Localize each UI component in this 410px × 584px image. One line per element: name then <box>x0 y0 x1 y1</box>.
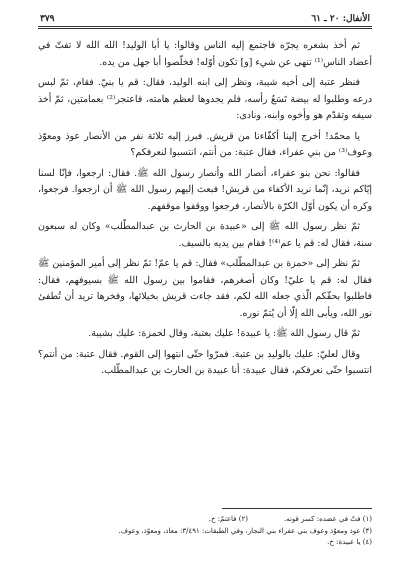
paragraph: ثمّ نظر رسول الله ﷺ إلى «عبيدة بن الحارث بن عبدالمطّلب» وكان له سبعون سنة، فقال له: قم يا عم⁽⁴⁾! فقام بين يديه بالسيف. <box>38 221 372 249</box>
footnote-rule <box>222 508 372 509</box>
footnote-4: (٤) يا عبيدة: خ. <box>327 538 372 546</box>
footnote-1: (١) فتّ في عضده: كسر قوته. <box>283 515 372 523</box>
paragraph: ثم أخذ بشعره يجرّه فاجتمع إليه الناس وقالوا: يا أبا الوليد! الله الله لا تفتّ في أعضاد الناس⁽¹⁾ تنهى عن شيء [و] تكون أوّله! فخلّصوا أبا جهل من يده. <box>38 40 372 68</box>
body-text <box>38 38 372 384</box>
page-number: ٣٧٩ <box>40 14 55 24</box>
footnotes <box>38 514 372 549</box>
header-rule <box>38 26 372 29</box>
footnote-3: (٣) عوذ ومعوّذ وعوف بني عفراء بني النجار، وفي الطبقات: ٣/٤٩١: معاذ، ومعوّذ، وعوف. <box>118 526 372 535</box>
paragraph: يا محمّد! أخرج إلينا أكفّاءنا من قريش. فبرز إليه ثلاثة نفر من الأنصار عوذ ومعوّذ وعوف⁽³⁾ من بني عفراء، فقال عتبة: من أنتم، انتسبوا لنعرفكم؟ <box>38 130 372 158</box>
paragraph: ثمّ قال رسول الله ﷺ: يا عبيدة! عليك بعتبة، وقال لحمزة: عليك بشيبة. <box>88 328 360 339</box>
paragraph: ثمّ نظر إلى «حمزة بن عبدالمطّلب» فقال: قم يا عمّ! ثمّ نظر إلى أمير المؤمنين ﷺ فقال له: قم يا عليّ! وكان أصغرهم، فقاموا بين رسول الله ﷺ بسيوفهم، فقال: فاطلبوا بحقّكم الّذي جعله الله لكم، فقد جاءت قريش بخيلائها، وفخرها تريد أن تُطفئ نور الله، ويأبى الله إلّا أن يُتمّ نوره. <box>38 258 372 319</box>
chapter-title: الأنفال: ٢٠ ـ ٦١ <box>311 14 370 24</box>
footnote-row <box>38 514 372 526</box>
page-header <box>40 10 370 24</box>
paragraph: وقال لعليّ: عليك بالوليد بن عتبة. فمرّوا حتّى انتهوا إلى القوم. فقال عتبة: من أنتم؟ انتسبوا حتّى نعرفكم، فقال عبيدة: أنا عبيدة بن الحارث بن عبدالمطّلب. <box>38 348 372 376</box>
paragraph: فنظر عتبة إلى أخيه شيبة، ونظر إلى ابنه الوليد، فقال: قم يا بنيّ. فقام، ثمّ لبس درعه وطلبوا له بيضة تَسَعُ رأسه، فلم يجدوها لعظم هامته، فاعتجر⁽²⁾ بعمامتين، ثمّ أخذ سيفه وتقدّم هو وأخوه وابنه، ونادى: <box>38 77 372 121</box>
footnote-2: (٢) فاعتمّ: خ. <box>208 515 248 523</box>
paragraph: فقالوا: نحن بنو عفراء، أنصار الله وأنصار رسول الله ﷺ. فقال: ارجعوا، فإنّا لسنا إيّاكم نريد، إنّما نريد الأكفاء من قريش! فبعث إليهم رسول الله ﷺ أن ارجعوا. فرجعوا، وكره أن يكون أوّل الكرّة بالأنصار، فرجعوا ووقفوا موقفهم. <box>38 167 372 212</box>
